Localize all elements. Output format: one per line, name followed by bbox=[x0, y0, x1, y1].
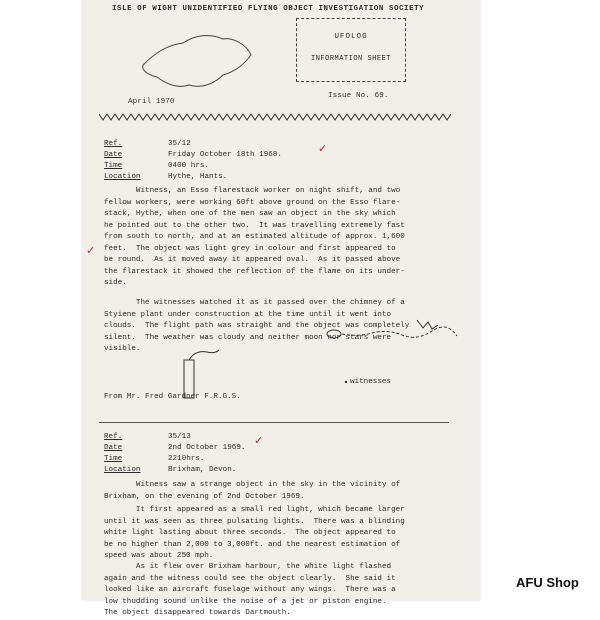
text-line: the flarestack it showed the reflection of the flame on its under- bbox=[104, 267, 405, 276]
date-value-2: 2nd October 1969. bbox=[168, 444, 246, 452]
report2-para3 bbox=[104, 562, 396, 620]
report1-para1 bbox=[104, 186, 405, 290]
isle-of-wight-map-icon bbox=[137, 25, 257, 95]
text-line: feet. The object was light grey in colour and first appeared to bbox=[104, 244, 396, 253]
text-line: speed was about 250 mph. bbox=[104, 552, 214, 560]
time-value-2: 2210hrs. bbox=[168, 455, 205, 463]
text-line: As it flew over Brixham harbour, the white light flashed bbox=[104, 563, 392, 571]
text-line: silent. The weather was cloudy and neither moon nor stars were bbox=[104, 333, 392, 342]
ref-label-1: Ref. bbox=[104, 140, 123, 148]
text-line: The object disappeared towards Dartmouth. bbox=[104, 609, 291, 617]
text-line: low thudding sound unlike the noise of a jet or piston engine. bbox=[104, 597, 387, 606]
text-line: It first appeared as a small red light, which became larger bbox=[104, 506, 405, 514]
sighting-sketch bbox=[182, 318, 472, 403]
issue-date: April 1970 bbox=[128, 98, 175, 106]
date-label-2: Date bbox=[104, 444, 123, 452]
document-page bbox=[82, 0, 480, 617]
section-divider bbox=[99, 422, 449, 423]
report2-para2 bbox=[104, 505, 405, 563]
text-line: Styiene plant under construction at the time until it went into bbox=[104, 310, 392, 319]
location-label-2: Location bbox=[104, 466, 141, 474]
text-line: white light lasting about three seconds. The object appeared to bbox=[104, 529, 396, 537]
text-line: be round. As it moved away it appeared oval. As it passed above bbox=[104, 256, 401, 264]
from-line: From Mr. Fred Gardner F.R.G.S. bbox=[104, 393, 241, 401]
witnesses-label: witnesses bbox=[350, 378, 392, 386]
text-line: side. bbox=[104, 279, 127, 287]
issue-number: Issue No. 69. bbox=[328, 92, 389, 100]
text-line: looked like an aircraft fuselage without any wings. There was a bbox=[104, 586, 396, 594]
society-title: ISLE OF WIGHT UNIDENTIFIED FLYING OBJECT INVESTIGATION SOCIETY bbox=[112, 5, 425, 13]
location-label-1: Location bbox=[104, 173, 141, 181]
ref-value-2: 35/13 bbox=[168, 433, 191, 441]
text-line: fellow workers, were working 60ft above ground on the Esso flare- bbox=[104, 198, 401, 207]
time-value-1: 0400 hrs. bbox=[168, 162, 210, 170]
red-check-mark: ✓ bbox=[254, 434, 264, 447]
ref-label-2: Ref. bbox=[104, 433, 123, 441]
info-sheet-label: INFORMATION SHEET bbox=[311, 55, 391, 63]
text-line: visible. bbox=[104, 345, 141, 353]
ufolog-title: UFOLOG bbox=[334, 33, 368, 41]
text-line: clouds. The flight path was straight and the object was completely bbox=[104, 322, 410, 330]
text-line: again and the witness could see the object clearly. She said it bbox=[104, 574, 396, 583]
location-value-2: Brixham, Devon. bbox=[168, 466, 237, 474]
date-value-1: Friday October 18th 1968. bbox=[168, 151, 282, 159]
text-line: Witness, an Esso flarestack worker on night shift, and two bbox=[104, 187, 401, 195]
red-check-mark: ✓ bbox=[318, 142, 328, 155]
ufolog-box bbox=[296, 18, 406, 82]
text-line: Witness saw a strange object in the sky in the vicinity of bbox=[104, 481, 401, 489]
text-line: until it was seen as three pulsating lights. There was a blinding bbox=[104, 517, 405, 526]
text-line: he pointed out to the other two. It was travelling extremely fast bbox=[104, 221, 405, 230]
date-label-1: Date bbox=[104, 151, 123, 159]
text-line: Brixham, on the evening of 2nd October 1969. bbox=[104, 492, 305, 501]
location-value-1: Hythe, Hants. bbox=[168, 173, 228, 181]
text-line: The witnesses watched it as it passed over the chimney of a bbox=[104, 299, 405, 307]
time-label-1: Time bbox=[104, 162, 123, 170]
zigzag-divider bbox=[99, 112, 451, 122]
ref-value-1: 35/12 bbox=[168, 140, 191, 148]
afu-shop-watermark: AFU Shop bbox=[516, 575, 579, 590]
time-label-2: Time bbox=[104, 455, 123, 463]
text-line: from south to north, and at an estimated altitude of approx. 1,600 bbox=[104, 233, 405, 241]
text-line: be no higher than 2,000 to 3,000ft. and the nearest estimation of bbox=[104, 540, 401, 549]
text-line: stack, Hythe, when one of the men saw an object in the sky which bbox=[104, 210, 396, 218]
red-check-mark: ✓ bbox=[86, 244, 96, 257]
report2-para1 bbox=[104, 480, 400, 503]
